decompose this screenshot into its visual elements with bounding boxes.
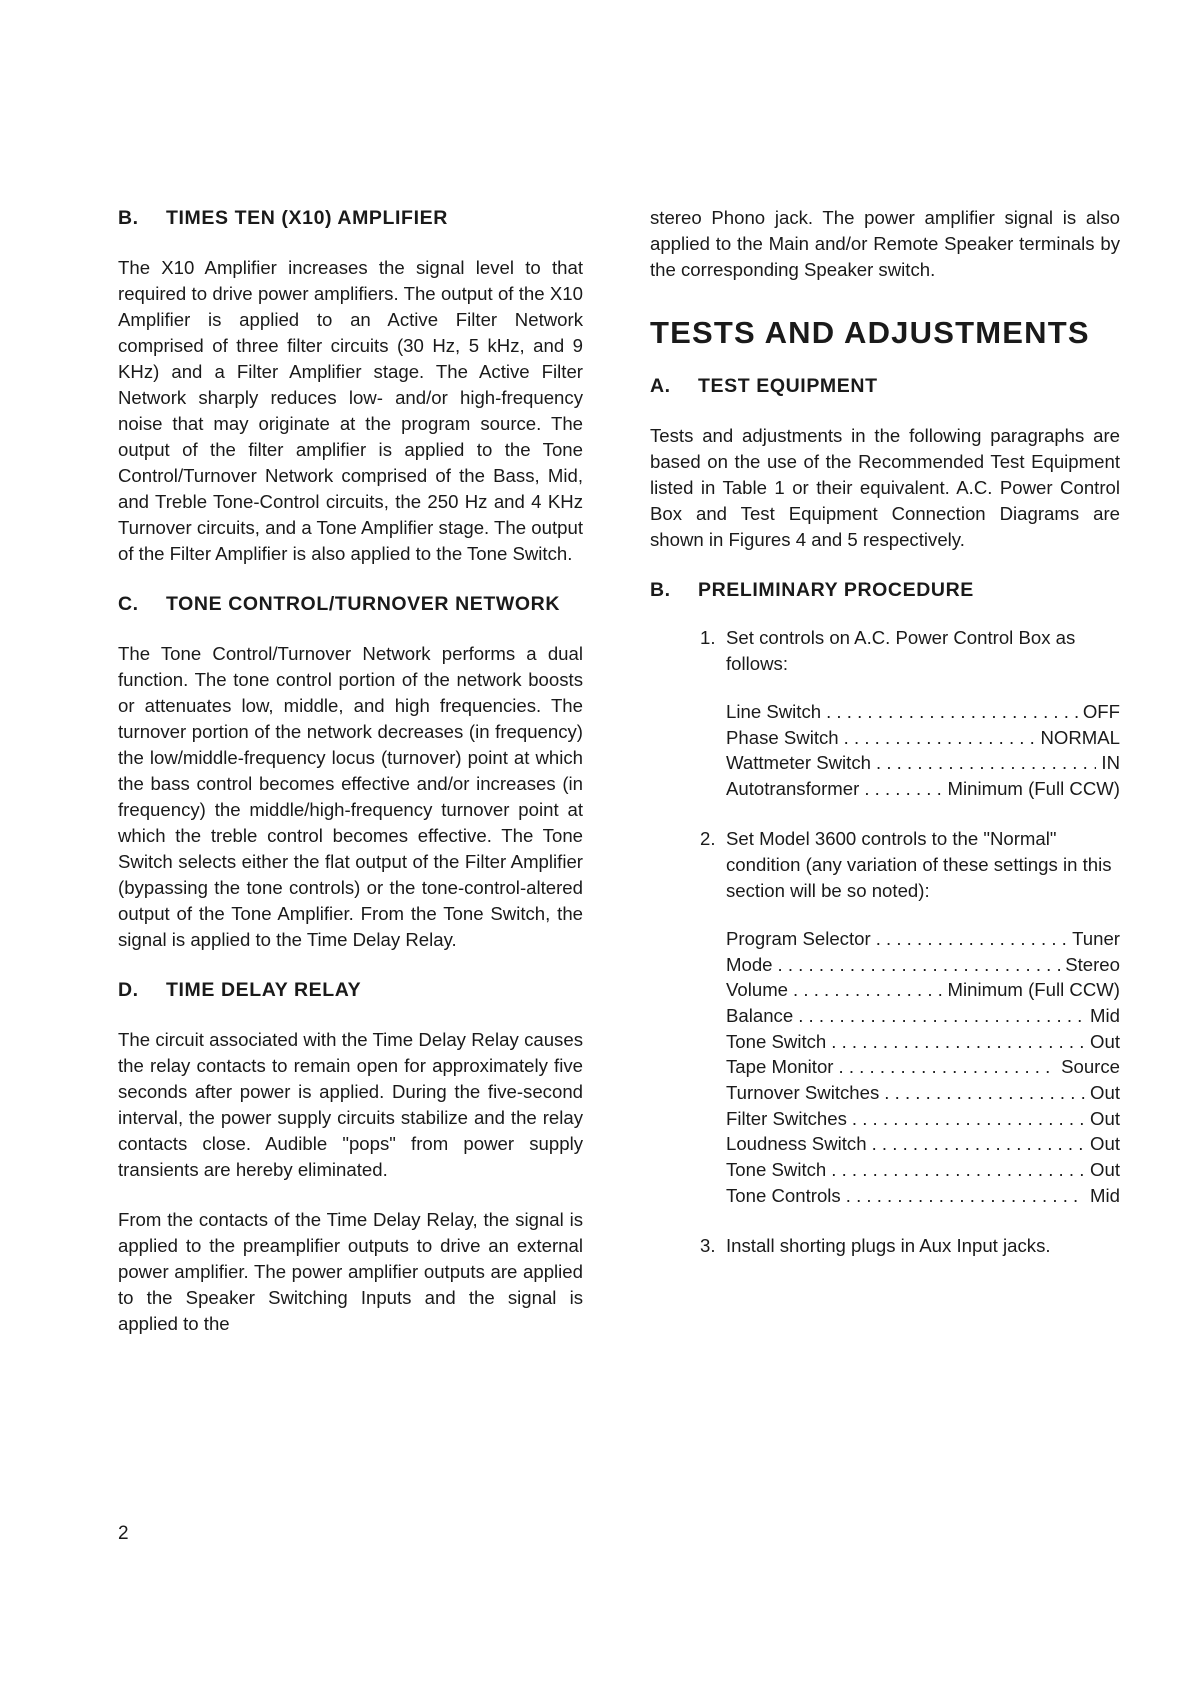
setting-row: Autotransformer . . . Minimum (Full CCW) xyxy=(726,776,1120,802)
setting-row: Line Switch . . . OFF xyxy=(726,699,1120,725)
step-3: 3. Install shorting plugs in Aux Input jacks. xyxy=(700,1234,1051,1256)
section-a-text: Tests and adjustments in the following paragraphs are based on the use of the Recommended Test Equipment listed in Table 1 or their equivalent. A.C. Power Control Box and Test Equipment Connection Diagrams are shown in Figures 4 and 5 respectively. xyxy=(650,425,1120,550)
dot-leader xyxy=(831,1029,1085,1055)
section-d-text-continued: From the contacts of the Time Delay Relay, the signal is applied to the preamplifier outputs to drive an external power amplifier. The power amplifier outputs are applied to the Speaker Switching Inputs and the signal is applied to the xyxy=(118,1209,583,1334)
right-column xyxy=(650,205,1120,1259)
settings-list xyxy=(726,926,1120,1209)
dot-leader xyxy=(793,977,942,1003)
setting-row: Turnover Switches . . . Out xyxy=(726,1080,1120,1106)
page-number: 2 xyxy=(118,1523,129,1544)
dot-leader xyxy=(826,699,1078,725)
step-2: 2. Set Model 3600 controls to the "Normal" condition (any variation of these settings in this section will be so noted): Program Selector . . . Tuner Mode . . . Stereo Volume . . . Minimum (Full CCW) Balance . . . Mid Tone Switch . . . Out Tape Monitor . . . Source Turnover Switches . . . Out Filter Switches . . . Out Loudness Switch . . . Out Tone Switch . . . Out Tone Controls . . . Mid xyxy=(700,826,1120,1209)
dot-leader xyxy=(872,1131,1085,1157)
section-b-heading: B. TIMES TEN (X10) AMPLIFIER xyxy=(118,207,448,229)
section-d-text: The circuit associated with the Time Delay Relay causes the relay contacts to remain open for approximately five seconds after power is applied. During the five-second interval, the power supply circuits stabilize and the relay contacts close. Audible "pops" from power supply transients are hereby eliminated. xyxy=(118,1029,583,1180)
dot-leader xyxy=(778,952,1061,978)
continuation-text: stereo Phono jack. The power amplifier signal is also applied to the Main and/or Remote Speaker terminals by the corresponding Speaker switch. xyxy=(650,207,1120,280)
step-text: Set Model 3600 controls to the "Normal" condition (any variation of these settings in this section will be so noted): xyxy=(726,827,1112,901)
setting-row: Tone Switch . . . Out xyxy=(726,1157,1120,1183)
setting-row: Tone Switch . . . Out xyxy=(726,1029,1120,1055)
dot-leader xyxy=(876,926,1067,952)
dot-leader xyxy=(864,776,942,802)
setting-row: Filter Switches . . . Out xyxy=(726,1106,1120,1132)
section-a-heading: A. TEST EQUIPMENT xyxy=(650,375,878,397)
main-title: TESTS AND ADJUSTMENTS xyxy=(650,315,1090,350)
dot-leader xyxy=(884,1080,1085,1106)
section-c-text: The Tone Control/Turnover Network performs a dual function. The tone control portion of the network boosts or attenuates low, middle, and high frequencies. The turnover portion of the network decreases (in frequency) the low/middle-frequency locus (turnover) point at which the bass control becomes effective and/or increases (in frequency) the middle/high-frequency turnover point at which the treble control becomes effective. The Tone Switch selects either the flat output of the Filter Amplifier (bypassing the tone controls) or the tone-control-altered output of the Tone Amplifier. From the Tone Switch, the signal is applied to the Time Delay Relay. xyxy=(118,643,583,950)
setting-row: Wattmeter Switch . . . IN xyxy=(726,750,1120,776)
setting-row: Tape Monitor . . . Source xyxy=(726,1054,1120,1080)
setting-row: Program Selector . . . Tuner xyxy=(726,926,1120,952)
dot-leader xyxy=(844,725,1036,751)
setting-row: Mode . . . Stereo xyxy=(726,952,1120,978)
setting-row: Phase Switch . . . NORMAL xyxy=(726,725,1120,751)
dot-leader xyxy=(831,1157,1085,1183)
step-text: Set controls on A.C. Power Control Box as follows: xyxy=(726,627,1076,674)
settings-list xyxy=(726,699,1120,802)
step-text: Install shorting plugs in Aux Input jacks. xyxy=(726,1234,1051,1256)
dot-leader xyxy=(846,1183,1085,1209)
procedure-steps xyxy=(700,625,1120,1259)
section-c-heading: C. TONE CONTROL/TURNOVER NETWORK xyxy=(118,593,561,615)
setting-row: Loudness Switch . . . Out xyxy=(726,1131,1120,1157)
section-b-text: The X10 Amplifier increases the signal level to that required to drive power amplifiers. The output of the X10 Amplifier is applied to an Active Filter Network comprised of three filter circuits (30 Hz, 5 kHz, and 9 KHz) and a Filter Amplifier stage. The Active Filter Network sharply reduces low- and/or high-frequency noise that may originate at the program source. The output of the filter amplifier is applied to the Tone Control/Turnover Network comprised of the Bass, Mid, and Treble Tone-Control circuits, the 250 Hz and 4 KHz Turnover circuits, and a Tone Amplifier stage. The output of the Filter Amplifier is also applied to the Tone Switch. xyxy=(118,257,583,564)
setting-row: Tone Controls . . . Mid xyxy=(726,1183,1120,1209)
section-d-heading: D. TIME DELAY RELAY xyxy=(118,979,362,1001)
left-column xyxy=(118,205,583,1337)
step-1: 1. Set controls on A.C. Power Control Box as follows: Line Switch . . . OFF Phase Switch . . . NORMAL Wattmeter Switch . . . IN Autotransformer . . . Minimum (Full CCW) xyxy=(700,625,1120,802)
dot-leader xyxy=(876,750,1096,776)
dot-leader xyxy=(839,1054,1057,1080)
setting-row: Balance . . . Mid xyxy=(726,1003,1120,1029)
setting-row: Volume . . . Minimum (Full CCW) xyxy=(726,977,1120,1003)
section-b-procedure-heading: B. PRELIMINARY PROCEDURE xyxy=(650,579,974,601)
dot-leader xyxy=(798,1003,1085,1029)
dot-leader xyxy=(852,1106,1085,1132)
